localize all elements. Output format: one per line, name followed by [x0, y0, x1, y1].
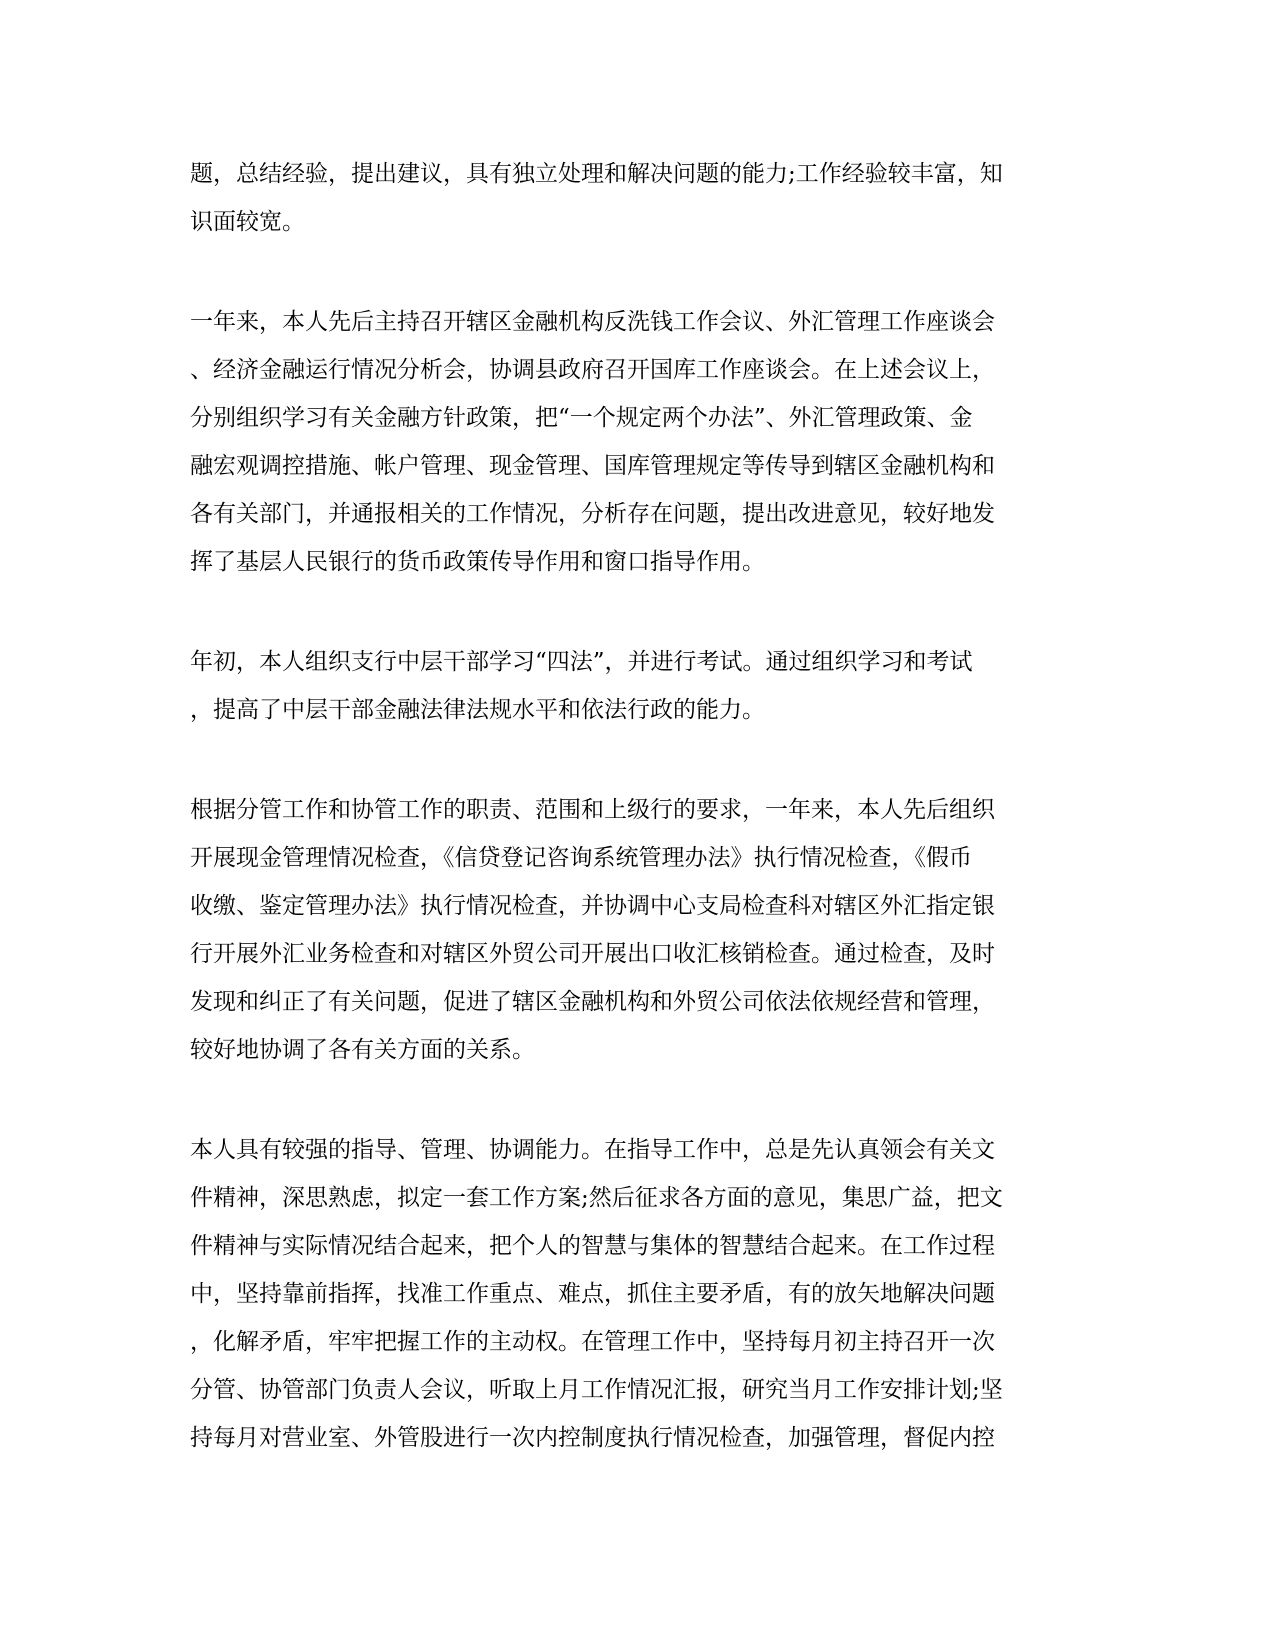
paragraph [190, 786, 1090, 1074]
text-line: 各有关部门，并通报相关的工作情况，分析存在问题，提出改进意见，较好地发 [190, 501, 995, 527]
text-line: 持每月对营业室、外管股进行一次内控制度执行情况检查，加强管理，督促内控 [190, 1425, 995, 1451]
text-line: ，化解矛盾，牢牢把握工作的主动权。在管理工作中，坚持每月初主持召开一次 [190, 1329, 995, 1355]
text-line: 题，总结经验，提出建议，具有独立处理和解决问题的能力;工作经验较丰富，知 [190, 161, 1003, 187]
text-line: 行开展外汇业务检查和对辖区外贸公司开展出口收汇核销检查。通过检查，及时 [190, 941, 995, 967]
text-line: 件精神与实际情况结合起来，把个人的智慧与集体的智慧结合起来。在工作过程 [190, 1233, 995, 1259]
text-line: 本人具有较强的指导、管理、协调能力。在指导工作中，总是先认真领会有关文 [190, 1137, 995, 1163]
text-line: ，提高了中层干部金融法律法规水平和依法行政的能力。 [190, 697, 765, 723]
text-line: 较好地协调了各有关方面的关系。 [190, 1037, 535, 1063]
text-line: 根据分管工作和协管工作的职责、范围和上级行的要求，一年来，本人先后组织 [190, 797, 995, 823]
text-line: 挥了基层人民银行的货币政策传导作用和窗口指导作用。 [190, 549, 765, 575]
paragraph [190, 298, 1090, 586]
text-line: 中，坚持靠前指挥，找准工作重点、难点，抓住主要矛盾，有的放矢地解决问题 [190, 1281, 995, 1307]
text-line: 一年来，本人先后主持召开辖区金融机构反洗钱工作会议、外汇管理工作座谈会 [190, 309, 995, 335]
text-line: 识面较宽。 [190, 209, 305, 235]
text-line: 、经济金融运行情况分析会，协调县政府召开国库工作座谈会。在上述会议上， [190, 357, 995, 383]
text-line: 年初，本人组织支行中层干部学习“四法”，并进行考试。通过组织学习和考试 [190, 649, 973, 675]
paragraph [190, 638, 1090, 734]
paragraph [190, 150, 1090, 246]
text-line: 收缴、鉴定管理办法》执行情况检查，并协调中心支局检查科对辖区外汇指定银 [190, 893, 995, 919]
document-body [190, 150, 1090, 1514]
text-line: 件精神，深思熟虑，拟定一套工作方案;然后征求各方面的意见，集思广益，把文 [190, 1185, 1003, 1211]
paragraph [190, 1126, 1090, 1462]
text-line: 分别组织学习有关金融方针政策，把“一个规定两个办法”、外汇管理政策、金 [190, 405, 973, 431]
text-line: 融宏观调控措施、帐户管理、现金管理、国库管理规定等传导到辖区金融机构和 [190, 453, 995, 479]
text-line: 发现和纠正了有关问题，促进了辖区金融机构和外贸公司依法依规经营和管理， [190, 989, 995, 1015]
text-line: 开展现金管理情况检查，《信贷登记咨询系统管理办法》执行情况检查，《假币 [190, 845, 972, 871]
text-line: 分管、协管部门负责人会议，听取上月工作情况汇报，研究当月工作安排计划;坚 [190, 1377, 1003, 1403]
